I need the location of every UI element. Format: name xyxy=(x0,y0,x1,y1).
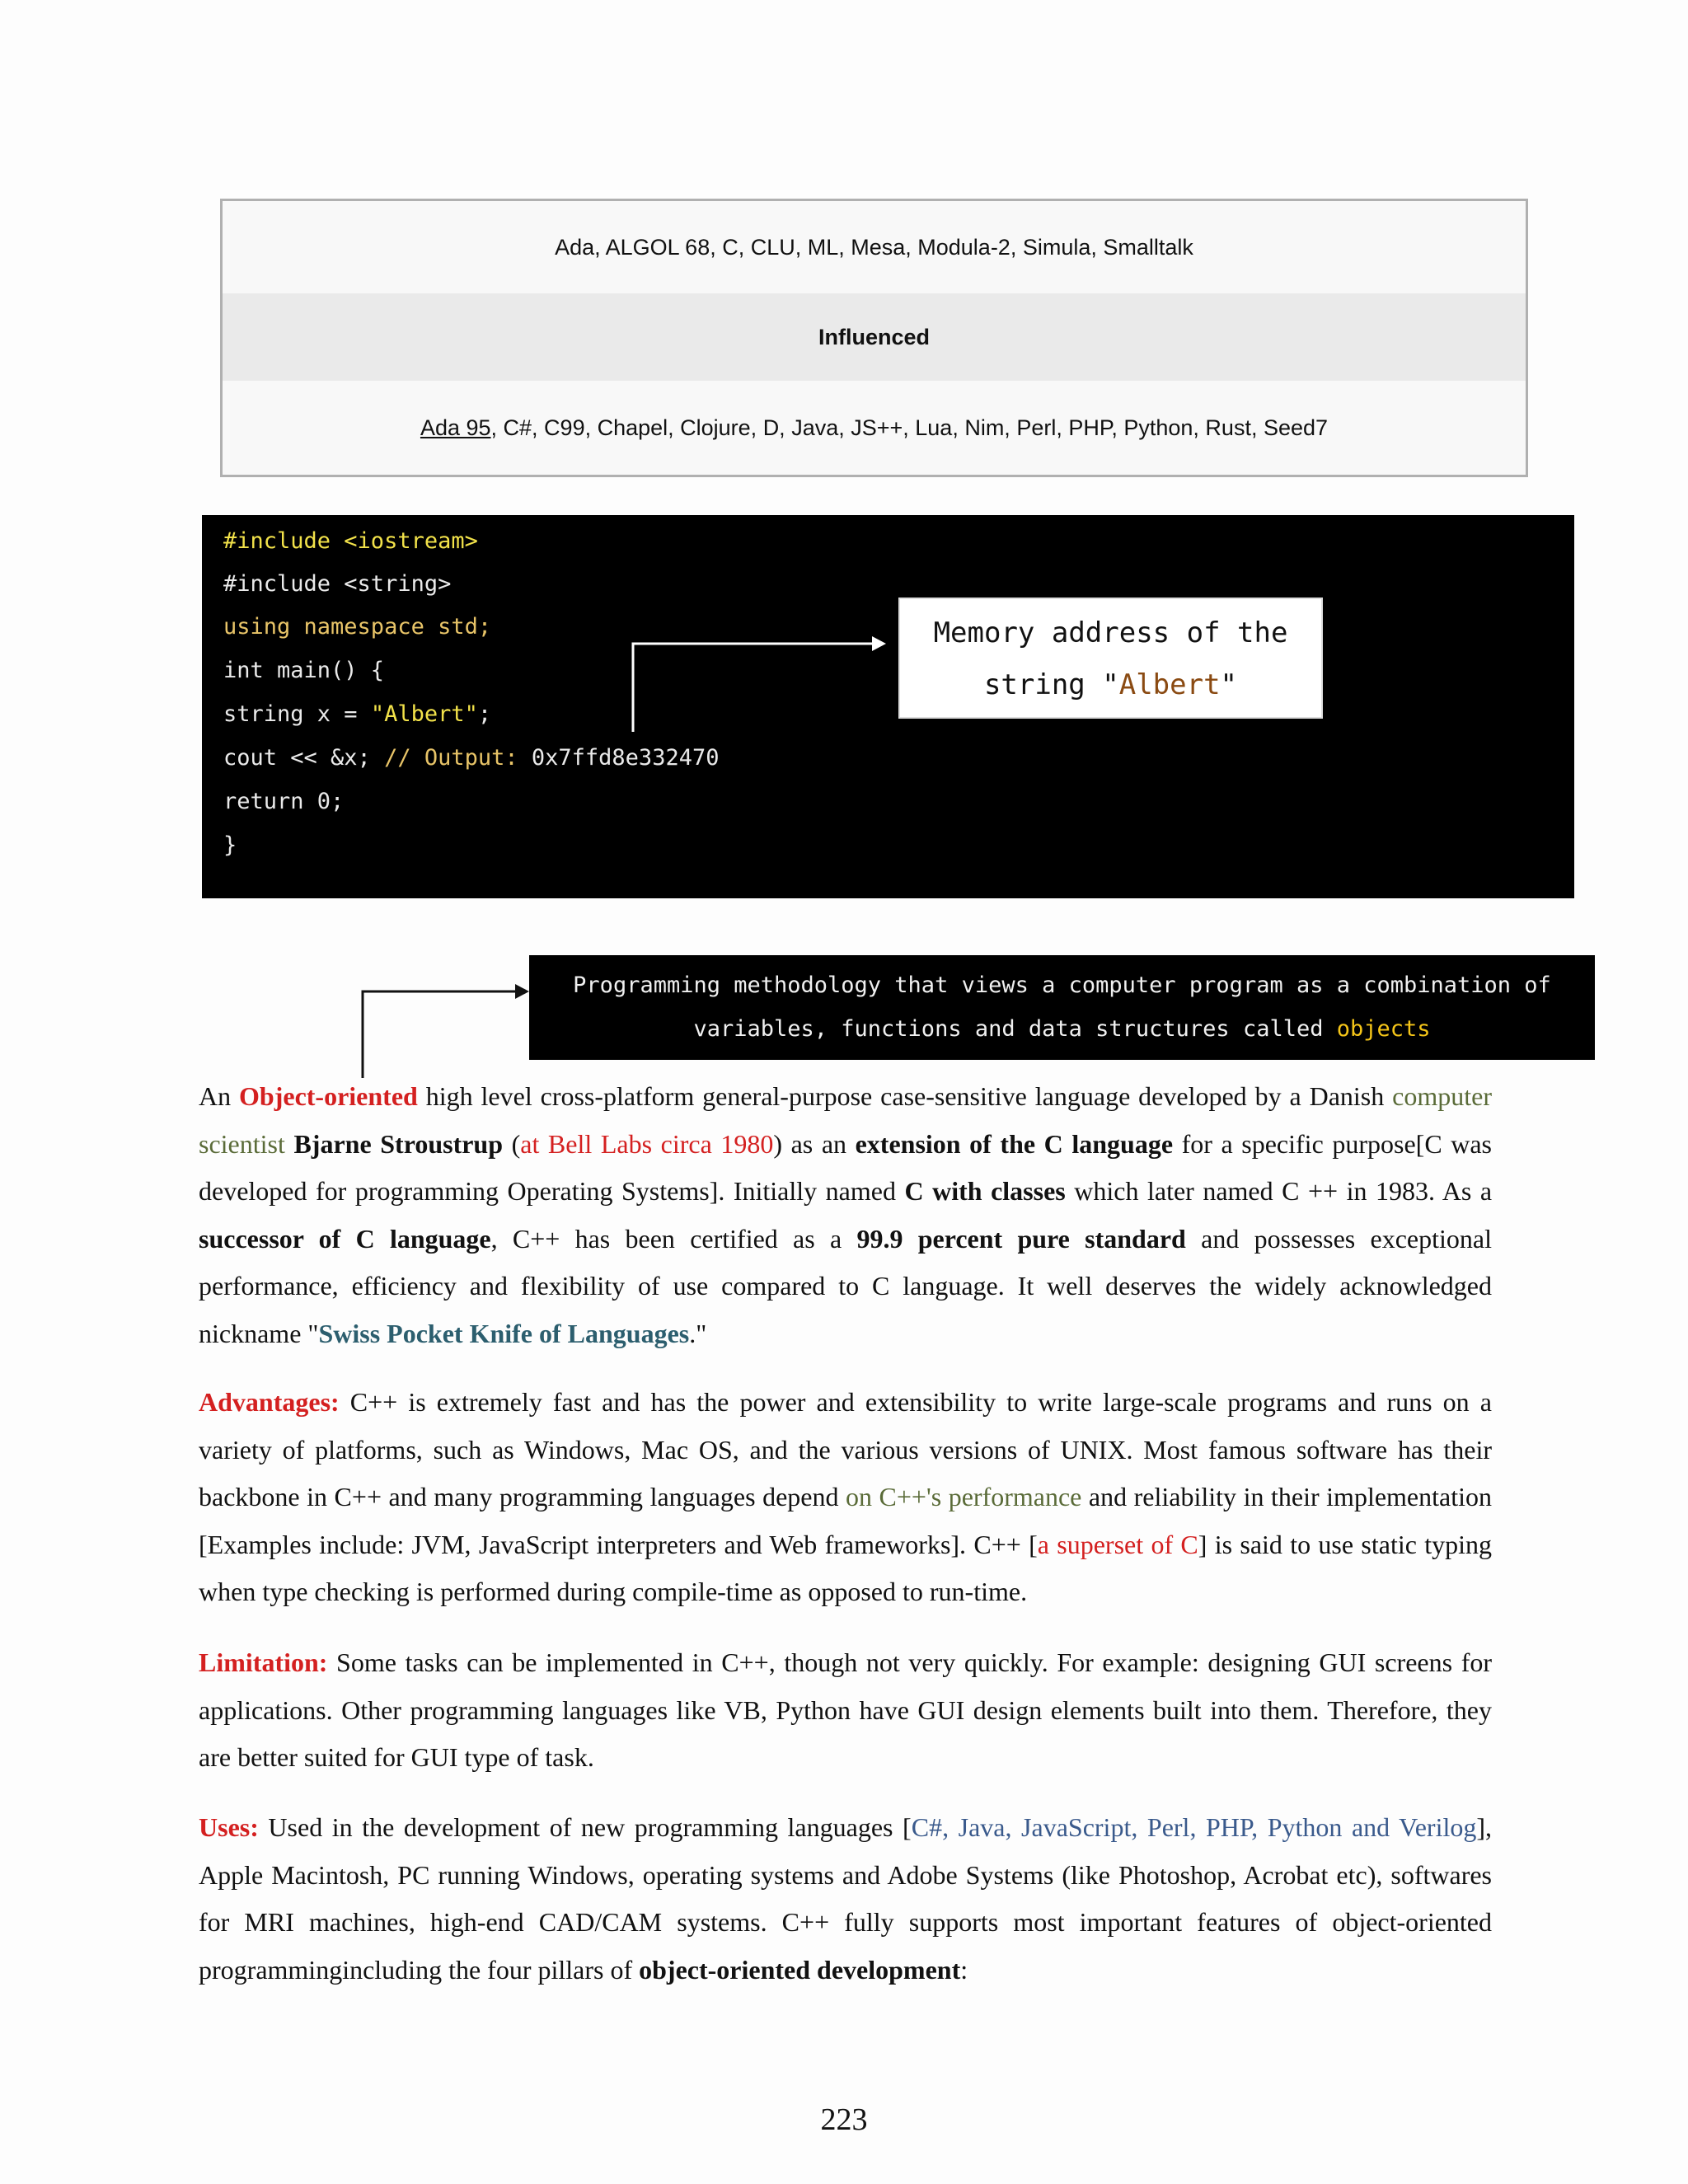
influenced-by-list: Ada, ALGOL 68, C, CLU, ML, Mesa, Modula-2, Simula, Smalltalk xyxy=(555,234,1193,260)
code-line: return 0; xyxy=(223,789,345,814)
oop-definition-callout: Programming methodology that views a computer program as a combination of variables, functions and data structures called objects xyxy=(529,955,1595,1060)
code-line: } xyxy=(223,832,237,858)
arrow-line xyxy=(363,991,517,1078)
advantages-paragraph: Advantages: C++ is extremely fast and has the power and extensibility to write large-scale programs and runs on a variety of platforms, such as Windows, Mac OS, and the various versions of UNIX. Most famous software has their backbone in C++ and many programming languages depend on C++'s performance and reliability in their implementation [Examples include: JVM, JavaScript interpreters and Web frameworks]. C++ [a superset of C] is said to use static typing when type checking is performed during compile-time as opposed to run-time. xyxy=(199,1387,1493,1606)
arrow-line xyxy=(633,644,875,732)
limitation-paragraph: Limitation: Some tasks can be implemented in C++, though not very quickly. For example: designing GUI screens for applications. Other programming languages like VB, Python have GUI design elements built into them. Therefore, they are better suited for GUI type of task. xyxy=(199,1647,1492,1772)
code-line: string x = "Albert"; xyxy=(223,701,492,727)
ada95-link[interactable]: Ada 95 xyxy=(420,415,491,440)
influenced-header: Influenced xyxy=(818,324,930,349)
code-line: #include <iostream> xyxy=(223,528,478,554)
page-number: 223 xyxy=(820,2102,868,2137)
code-line: #include <string> xyxy=(223,571,452,597)
memory-address-note: Memory address of the string "Albert" xyxy=(898,598,1323,719)
code-line: cout << &x; // Output: 0x7ffd8e332470 xyxy=(223,745,720,771)
arrow-head-icon xyxy=(872,636,886,651)
uses-paragraph: Uses: Used in the development of new programming languages [C#, Java, JavaScript, Perl, PHP, Python and Verilog], Apple Macintosh, PC running Windows, operating systems and Adobe Systems (like Photoshop, Acrobat etc), softwares for MRI machines, high-end CAD/CAM systems. C++ fully supports most important features of object-oriented programmingincluding the four pillars of object-oriented development: xyxy=(199,1812,1493,1985)
arrow-head-icon xyxy=(515,984,529,999)
code-line: int main() { xyxy=(223,658,385,683)
influenced-list: Ada 95, C#, C99, Chapel, Clojure, D, Java, JS++, Lua, Nim, Perl, PHP, Python, Rust, Seed7 xyxy=(420,415,1329,440)
intro-paragraph: An Object-oriented high level cross-platform general-purpose case-sensitive language developed by a Danish computer scientist Bjarne Stroustrup (at Bell Labs circa 1980) as an extension of the C language for a specific purpose[C was developed for programming Operating Systems]. Initially named C with classes which later named C ++ in 1983. As a successor of C language, C++ has been certified as a 99.9 percent pure standard and possesses exceptional performance, efficiency and flexibility of use compared to C language. It well deserves the widely acknowledged nickname "Swiss Pocket Knife of Languages." xyxy=(199,1081,1493,1348)
code-line: using namespace std; xyxy=(223,614,492,640)
